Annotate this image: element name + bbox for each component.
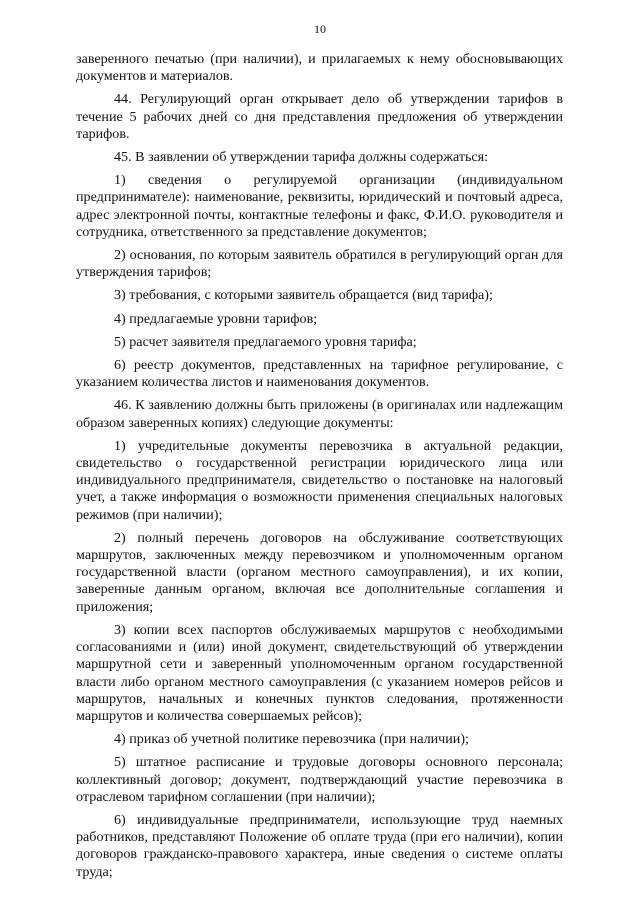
paragraph-45: 45. В заявлении об утверждении тарифа должны содержаться: bbox=[114, 149, 489, 166]
paragraph-46-item-6: 6) индивидуальные предприниматели, использующие труд наемных работников, представляют Положение об оплате труда (при его наличии), копии договоров гражданско-правового характера, иные сведения о системе оплаты труда; bbox=[76, 811, 563, 880]
page-number: 10 bbox=[314, 22, 326, 36]
paragraph-46-item-4: 4) приказ об учетной политике перевозчика (при наличии); bbox=[114, 731, 469, 748]
paragraph-46-item-3: 3) копии всех паспортов обслуживаемых маршрутов с необходимыми согласованиями и (или) иной документ, свидетельствующий об утверждении маршрутной сети и заверенный уполномоченным органом государственной власти либо органом местного самоуправления (с указанием номеров рейсов и маршрутов, начальных и конечных пунктов следования, протяженности маршрутов и количества совершаемых рейсов); bbox=[76, 621, 563, 724]
paragraph-45-item-4: 4) предлагаемые уровни тарифов; bbox=[114, 310, 318, 327]
paragraph-46-item-2: 2) полный перечень договоров на обслуживание соответствующих маршрутов, заключенных между перевозчиком и уполномоченным органом государственной власти (органом местного самоуправления), и их копии, заверенные данным органом, включая все дополнительные соглашения и приложения; bbox=[76, 529, 563, 615]
paragraph-45-item-1: 1) сведения о регулируемой организации (индивидуальном предпринимателе): наименование, реквизиты, юридический и почтовый адреса, адрес электронной почты, контактные телефоны и факс, Ф.И.О. руководителя и сотрудника, ответственного за представление документов; bbox=[76, 172, 563, 240]
paragraph-45-item-2: 2) основания, по которым заявитель обратился в регулирующий орган для утверждения тарифов; bbox=[76, 247, 563, 281]
paragraph-45-item-6: 6) реестр документов, представленных на тарифное регулирование, с указанием количества листов и наименования документов. bbox=[76, 357, 563, 391]
paragraph-46-item-1: 1) учредительные документы перевозчика в актуальной редакции, свидетельство о государственной регистрации юридического лица или индивидуального предпринимателя, свидетельство о постановке на налоговый учет, а также информация о возможности применения специальных налоговых режимов (при наличии); bbox=[76, 437, 563, 523]
paragraph-continuation: заверенного печатью (при наличии), и прилагаемых к нему обосновывающих документов и материалов. bbox=[76, 51, 563, 85]
document-body bbox=[76, 51, 563, 887]
paragraph-45-item-3: 3) требования, с которыми заявитель обращается (вид тарифа); bbox=[114, 287, 493, 304]
paragraph-46: 46. К заявлению должны быть приложены (в оригиналах или надлежащим образом заверенных копиях) следующие документы: bbox=[76, 397, 563, 431]
paragraph-45-item-5: 5) расчет заявителя предлагаемого уровня тарифа; bbox=[114, 333, 417, 350]
paragraph-44: 44. Регулирующий орган открывает дело об утверждении тарифов в течение 5 рабочих дней со дня представления предложения об утверждении тарифов. bbox=[76, 91, 563, 142]
paragraph-46-item-5: 5) штатное расписание и трудовые договоры основного персонала; коллективный договор; документ, подтверждающий участие перевозчика в отраслевом тарифном соглашении (при наличии); bbox=[76, 754, 563, 805]
